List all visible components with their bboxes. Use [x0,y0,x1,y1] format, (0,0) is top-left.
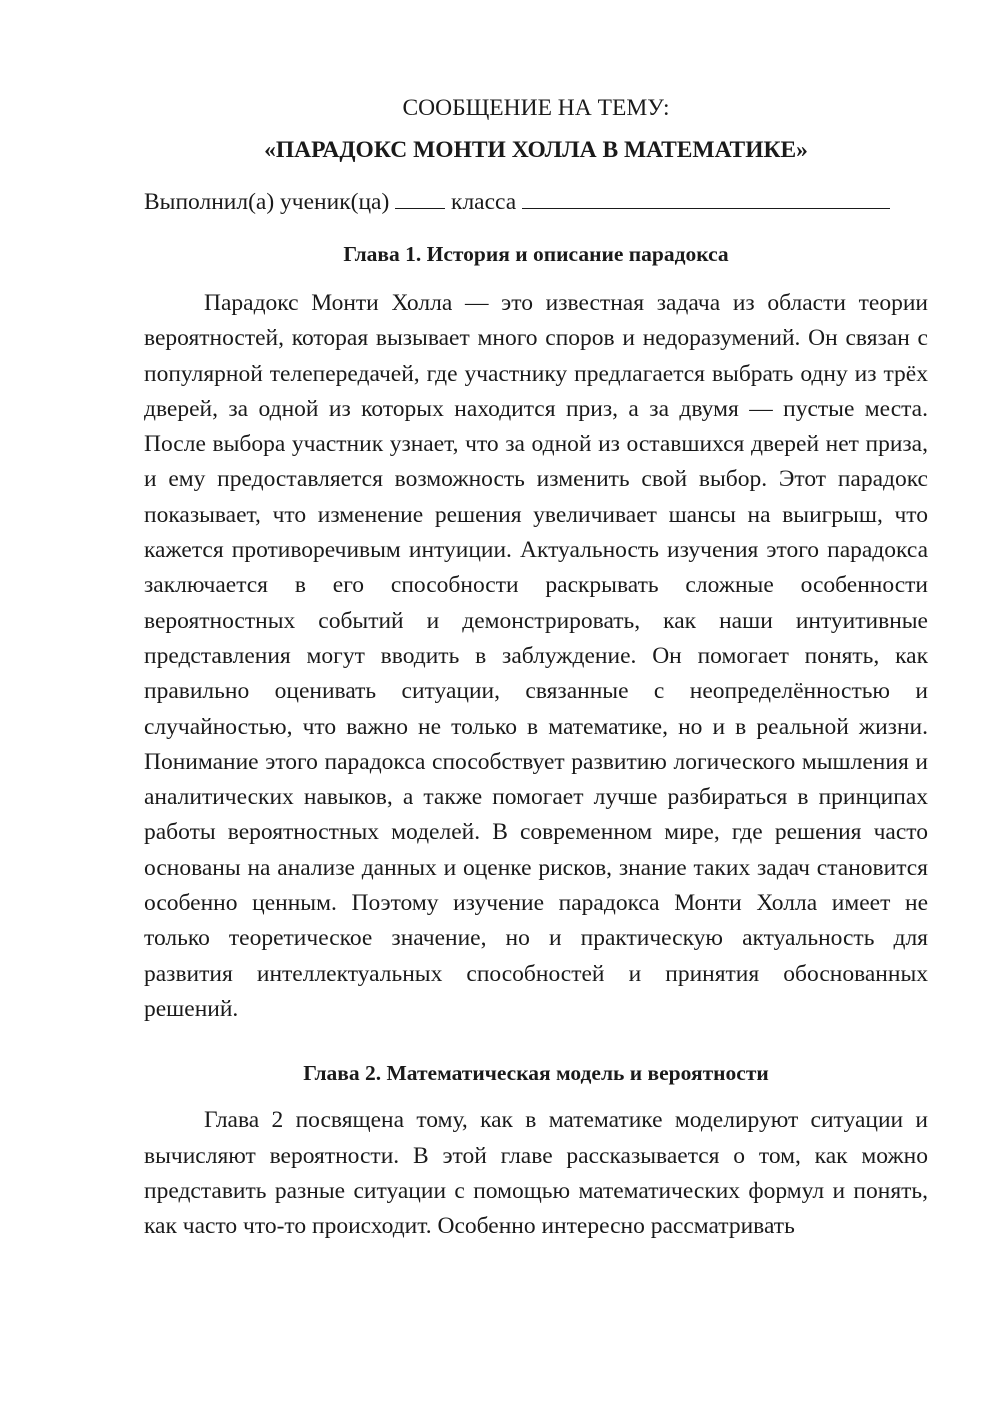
class-number-blank [395,186,445,209]
chapter-1-heading: Глава 1. История и описание парадокса [343,242,729,266]
author-label: Выполнил(а) ученик(ца) [144,189,390,215]
chapter-1-paragraph: Парадокс Монти Холла — это известная задача из области теории вероятностей, которая вызывает много споров и недоразумений. Он связан с популярной телепередачей, где участнику предлагается выбрать одну из трёх дверей, за одной из которых находится приз, а за двумя — пустые места. После выбора участник узнает, что за одной из оставшихся дверей нет приза, и ему предоставляется возможность изменить свой выбор. Этот парадокс показывает, что изменение решения увеличивает шансы на выигрыш, что кажется противоречивым интуиции. Актуальность изучения этого парадокса заключается в его способности раскрывать сложные особенности вероятностных событий и демонстрировать, как наши интуитивные представления могут вводить в заблуждение. Он помогает понять, как правильно оценивать ситуации, связанные с неопределённостью и случайностью, что важно не только в математике, но и в реальной жизни. Понимание этого парадокса способствует развитию логического мышления и аналитических навыков, а также помогает лучше разбираться в принципах работы вероятностных моделей. В современном мире, где решения часто основаны на анализе данных и оценке рисков, знание таких задач становится особенно ценным. Поэтому изучение парадокса Монти Холла имеет не только теоретическое значение, но и практическую актуальность для развития интеллектуальных способностей и принятия обоснованных решений. [144,290,928,1022]
document-title: «ПАРАДОКС МОНТИ ХОЛЛА В МАТЕМАТИКЕ» [264,137,808,163]
author-line [144,186,928,218]
class-label: класса [451,189,517,215]
chapter-2-heading: Глава 2. Математическая модель и вероятности [303,1061,769,1086]
title-prefix: СООБЩЕНИЕ НА ТЕМУ: [402,95,670,121]
document-page [144,92,928,1244]
student-name-blank [522,186,890,209]
chapter-2-paragraph: Глава 2 посвящена тому, как в математике моделируют ситуации и вычисляют вероятности. В этой главе рассказывается о том, как можно представить разные ситуации с помощью математических формул и понять, как часто что-то происходит. Особенно интересно рассматривать [144,1107,928,1240]
